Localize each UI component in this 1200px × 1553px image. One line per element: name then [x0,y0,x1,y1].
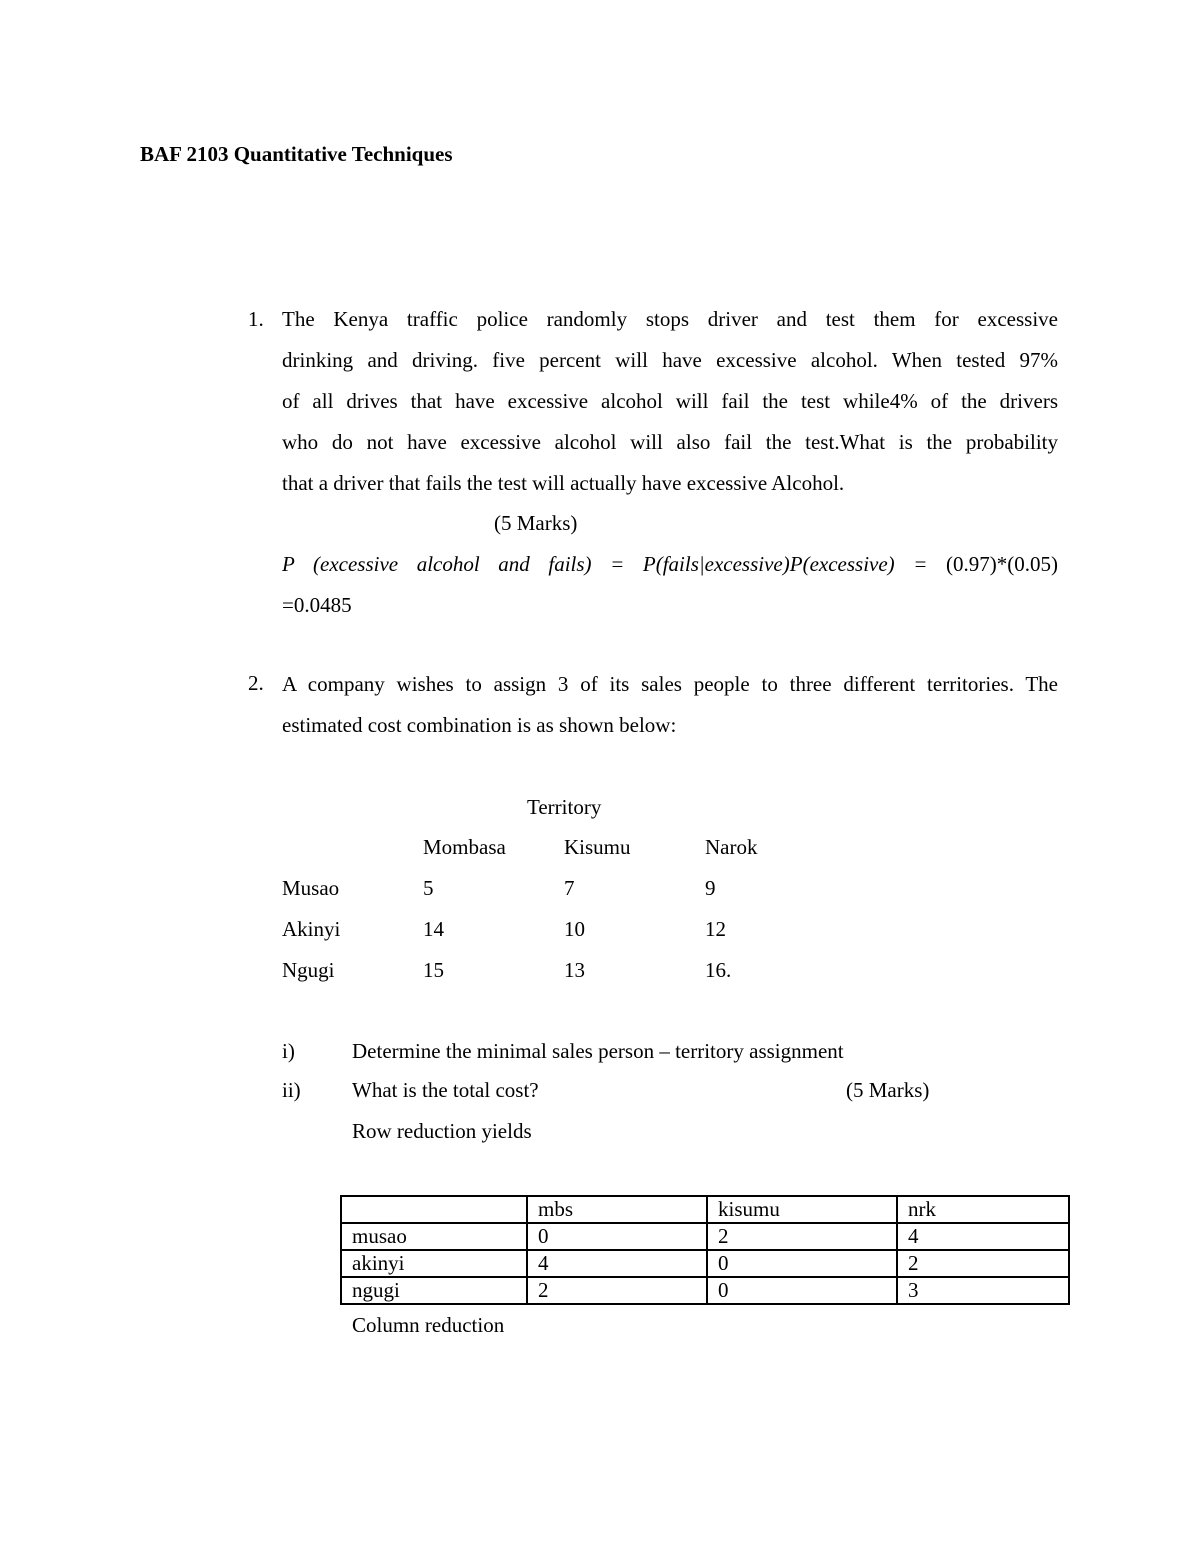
table-cell: 2 [527,1277,707,1304]
row-reduction-label: Row reduction yields [352,1119,532,1143]
cell-akinyi-narok: 12 [705,917,726,941]
cell-ngugi-narok: 16. [705,958,732,982]
question-1-line-5: that a driver that fails the test will actually have excessive Alcohol. [282,471,845,495]
question-1-line-2: drinking and driving. five percent will have excessive alcohol. When tested 97% [282,348,1058,372]
cell-akinyi-mombasa: 14 [423,917,444,941]
row-label-ngugi: Ngugi [282,958,335,982]
cell-ngugi-kisumu: 13 [564,958,585,982]
question-1-answer-result: =0.0485 [282,593,352,617]
column-header-mombasa: Mombasa [423,835,506,859]
question-1-line-4: who do not have excessive alcohol will also fail the test.What is the probability [282,430,1058,454]
table-cell: 0 [527,1223,707,1250]
cell-akinyi-kisumu: 10 [564,917,585,941]
table-header-cell: nrk [897,1196,1069,1223]
table-cell: 3 [897,1277,1069,1304]
row-label-akinyi: Akinyi [282,917,341,941]
question-1-marks: (5 Marks) [494,511,578,535]
cell-ngugi-mombasa: 15 [423,958,444,982]
cell-musao-narok: 9 [705,876,716,900]
table-cell: 0 [707,1277,897,1304]
table-header-cell [341,1196,527,1223]
sub-question-i-text: Determine the minimal sales person – territory assignment [352,1039,844,1063]
question-1-line-1: The Kenya traffic police randomly stops driver and test them for excessive [282,307,1058,331]
table-cell: akinyi [341,1250,527,1277]
sub-question-ii-label: ii) [282,1078,301,1102]
table-cell: 2 [707,1223,897,1250]
row-label-musao: Musao [282,876,340,900]
answer-formula: P (excessive alcohol and fails) = P(fails|excessive)P(excessive) = [282,552,947,576]
row-reduction-table [340,1195,1070,1305]
question-2-line-1: A company wishes to assign 3 of its sales people to three different territories. The [282,672,1058,696]
table-header-cell: mbs [527,1196,707,1223]
question-1-line-3: of all drives that have excessive alcohol will fail the test while4% of the drivers [282,389,1058,413]
cell-musao-mombasa: 5 [423,876,434,900]
question-1-number: 1. [248,307,264,331]
table-row [341,1250,1069,1277]
sub-question-ii-marks: (5 Marks) [846,1078,930,1102]
table-cell: 0 [707,1250,897,1277]
sub-question-i-label: i) [282,1039,295,1063]
table-caption-territory: Territory [527,795,602,819]
answer-values: (0.97)*(0.05) [946,552,1058,576]
table-row [341,1223,1069,1250]
table-cell: 4 [897,1223,1069,1250]
table-header-cell: kisumu [707,1196,897,1223]
table-row [341,1277,1069,1304]
table-cell: 4 [527,1250,707,1277]
question-2-number: 2. [248,671,264,695]
column-header-kisumu: Kisumu [564,835,631,859]
cell-musao-kisumu: 7 [564,876,575,900]
document-title: BAF 2103 Quantitative Techniques [140,142,453,166]
table-cell: 2 [897,1250,1069,1277]
table-header-row [341,1196,1069,1223]
column-reduction-label: Column reduction [352,1313,505,1337]
sub-question-ii-text: What is the total cost? [352,1078,539,1102]
table-cell: musao [341,1223,527,1250]
column-header-narok: Narok [705,835,758,859]
question-2-line-2: estimated cost combination is as shown below: [282,713,677,737]
table-cell: ngugi [341,1277,527,1304]
question-1-answer [282,550,1058,578]
